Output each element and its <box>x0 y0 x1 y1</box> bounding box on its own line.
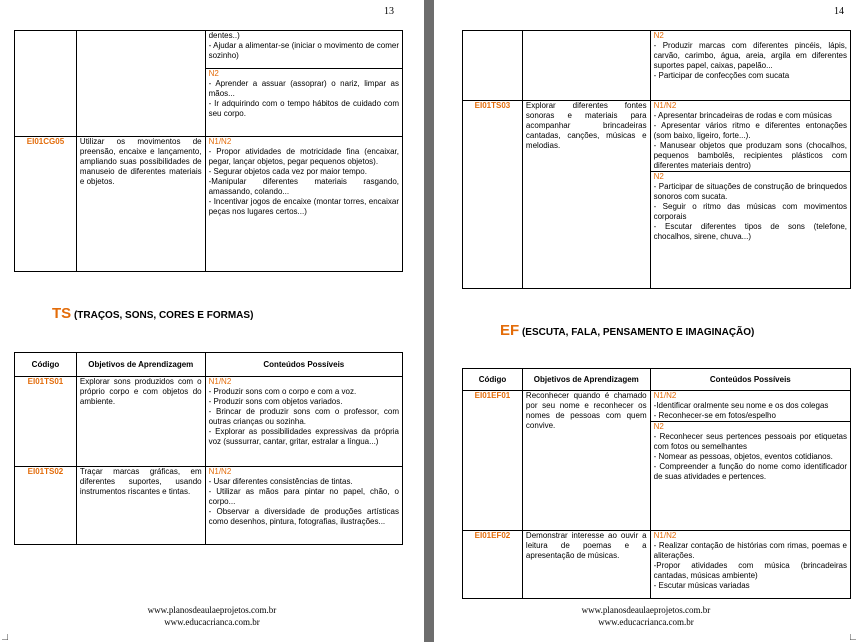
content-segment <box>651 171 850 242</box>
content-line: - Propor atividades de motricidade fina (encaixar, pegar, lançar objetos, pegar pequenos objetos). <box>208 147 399 166</box>
column-header: Código <box>15 353 77 377</box>
content-cell <box>205 31 402 137</box>
content-line: - Observar a diversidade de produções artísticas como desenhos, pintura, fotografias, ilustrações... <box>208 507 399 526</box>
content-line: -Manipular diferentes materiais rasgando, amassando, colando... <box>208 177 399 196</box>
objective-cell: Explorar diferentes fontes sonoras e materiais para acompanhar brincadeiras cantadas, canções, músicas e melodias. <box>522 101 650 289</box>
section-acronym: TS <box>52 305 72 322</box>
section-acronym: EF <box>500 322 520 339</box>
content-line: - Escutar músicas variadas <box>653 581 750 590</box>
table-row <box>463 101 851 289</box>
content-segment <box>206 31 402 68</box>
content-segment <box>206 68 402 119</box>
content-line: -Propor atividades com música (brincadeiras cantadas, músicas ambiente) <box>653 561 847 580</box>
content-line: - Reconhecer seus pertences pessoais por etiquetas com fotos ou semelhantes <box>653 432 847 451</box>
content-cell <box>650 31 850 101</box>
content-line: - Aprender a assuar (assoprar) o nariz, limpar as mãos... <box>208 79 399 98</box>
table-row <box>15 137 403 272</box>
content-cell <box>650 391 850 531</box>
level-label: N1/N2 <box>653 101 677 110</box>
content-line: - Utilizar as mãos para pintar no papel, chão, o corpo... <box>208 487 399 506</box>
level-label: N1/N2 <box>208 377 232 386</box>
section-heading <box>52 305 253 322</box>
footer <box>434 604 858 628</box>
code-cell: EI01CG05 <box>15 137 77 272</box>
page-number: 13 <box>384 6 394 17</box>
top-table <box>462 30 851 289</box>
content-line: - Ajudar a alimentar-se (iniciar o movimento de comer sozinho) <box>208 41 399 60</box>
objective-cell: Reconhecer quando é chamado por seu nome e reconhecer os nomes de pessoas com quem convive. <box>522 391 650 531</box>
content-line: - Brincar de produzir sons com o professor, com outras crianças ou sozinha. <box>208 407 399 426</box>
content-line: - Incentivar jogos de encaixe (montar torres, encaixar peças nos lugares certos...) <box>208 197 399 216</box>
level-label: N1/N2 <box>208 137 232 146</box>
table-row <box>15 377 403 467</box>
content-line: - Reconhecer-se em fotos/espelho <box>653 411 776 420</box>
content-segment <box>651 391 850 421</box>
column-header: Objetivos de Aprendizagem <box>76 353 205 377</box>
content-line: - Realizar contação de histórias com rimas, poemas e aliterações. <box>653 541 847 560</box>
content-cell <box>205 137 402 272</box>
footer-link[interactable]: www.planosdeaulaeprojetos.com.br <box>581 605 711 615</box>
objective-cell <box>76 31 205 137</box>
content-line: - Apresentar brincadeiras de rodas e com músicas <box>653 111 832 120</box>
footer-link[interactable]: www.planosdeaulaeprojetos.com.br <box>147 605 277 615</box>
content-cell <box>650 101 850 289</box>
content-segment <box>651 101 850 171</box>
content-line: - Produzir marcas com diferentes pincéis, lápis, carvão, carimbo, água, areia, argila em diferentes suportes papel, caixas, papelão... <box>653 41 847 70</box>
footer <box>0 604 424 628</box>
content-line: - Escutar diferentes tipos de sons (telefone, chocalhos, sirene, chuva...) <box>653 222 847 241</box>
section-title: (TRAÇOS, SONS, CORES E FORMAS) <box>73 310 254 321</box>
objectives-table <box>462 368 851 599</box>
code-cell <box>15 31 77 137</box>
content-line: - Participar de situações de construção de brinquedos sonoros com sucata. <box>653 182 847 201</box>
content-line: - Seguir o ritmo das músicas com movimentos corporais <box>653 202 847 221</box>
objective-cell: Explorar sons produzidos com o próprio corpo e com objetos do ambiente. <box>76 377 205 467</box>
content-line: -Identificar oralmente seu nome e os dos colegas <box>653 401 829 410</box>
column-header: Conteúdos Possíveis <box>650 369 850 391</box>
content-line: - Produzir sons com objetos variados. <box>208 397 343 406</box>
table-row <box>463 391 851 531</box>
content-line: - Participar de confecções com sucata <box>653 71 790 80</box>
content-line: - Manusear objetos que produzam sons (chocalhos, pequenos bambolês, recipientes plásticos com diferentes materiais dentro) <box>653 141 847 170</box>
level-label: N1/N2 <box>653 391 677 400</box>
level-label: N2 <box>653 172 664 181</box>
footer-link[interactable]: www.educacrianca.com.br <box>598 617 694 627</box>
level-label: N2 <box>653 31 664 40</box>
content-line: - Segurar objetos cada vez por maior tempo. <box>208 167 367 176</box>
content-segment <box>651 531 850 591</box>
page-number: 14 <box>834 6 844 17</box>
level-label: N1/N2 <box>653 531 677 540</box>
column-header: Objetivos de Aprendizagem <box>522 369 650 391</box>
footer-link[interactable]: www.educacrianca.com.br <box>164 617 260 627</box>
table-header-row <box>15 353 403 377</box>
table-row <box>463 31 851 101</box>
corner-mark-icon <box>2 634 8 640</box>
content-segment <box>206 377 402 447</box>
level-label: N2 <box>653 422 664 431</box>
content-segment <box>651 421 850 482</box>
objectives-table <box>14 352 403 545</box>
objective-cell: Traçar marcas gráficas, em diferentes suportes, usando instrumentos riscantes e tintas. <box>76 467 205 545</box>
column-header: Conteúdos Possíveis <box>205 353 402 377</box>
content-segment <box>651 31 850 81</box>
corner-mark-icon <box>850 634 856 640</box>
section-heading <box>500 322 754 339</box>
objective-cell: Demonstrar interesse ao ouvir a leitura de poemas e a apresentação de músicas. <box>522 531 650 599</box>
table-row <box>15 467 403 545</box>
content-cell <box>650 531 850 599</box>
code-cell: EI01TS01 <box>15 377 77 467</box>
content-line: - Apresentar vários ritmo e diferentes entonações (som baixo, ligeiro, forte...). <box>653 121 847 140</box>
content-segment <box>206 467 402 527</box>
level-label: N2 <box>208 69 219 78</box>
objective-cell <box>522 31 650 101</box>
content-line: - Produzir sons com o corpo e com a voz. <box>208 387 357 396</box>
code-cell: EI01EF02 <box>463 531 523 599</box>
content-segment <box>206 137 402 217</box>
section-title: (ESCUTA, FALA, PENSAMENTO E IMAGINAÇÃO) <box>521 327 755 338</box>
level-label: N1/N2 <box>208 467 232 476</box>
content-line: - Explorar as possibilidades expressivas da própria voz (sussurrar, cantar, gritar, estralar a língua...) <box>208 427 399 446</box>
content-line: - Ir adquirindo com o tempo hábitos de cuidado com seu corpo. <box>208 99 399 118</box>
content-line: - Nomear as pessoas, objetos, eventos cotidianos. <box>653 452 833 461</box>
code-cell: EI01EF01 <box>463 391 523 531</box>
content-line: - Usar diferentes consistências de tintas. <box>208 477 353 486</box>
content-cell <box>205 377 402 467</box>
content-cell <box>205 467 402 545</box>
top-table <box>14 30 403 272</box>
objective-cell: Utilizar os movimentos de preensão, encaixe e lançamento, ampliando suas possibilidades de manuseio de diferentes materiais e objetos. <box>76 137 205 272</box>
page-13 <box>0 0 424 642</box>
content-line: - Compreender a função do nome como identificador de suas atividades e pertences. <box>653 462 847 481</box>
column-header: Código <box>463 369 523 391</box>
code-cell <box>463 31 523 101</box>
table-header-row <box>463 369 851 391</box>
page-14 <box>434 0 858 642</box>
code-cell: EI01TS03 <box>463 101 523 289</box>
table-row <box>15 31 403 137</box>
content-line: dentes..) <box>208 31 240 40</box>
table-row <box>463 531 851 599</box>
code-cell: EI01TS02 <box>15 467 77 545</box>
